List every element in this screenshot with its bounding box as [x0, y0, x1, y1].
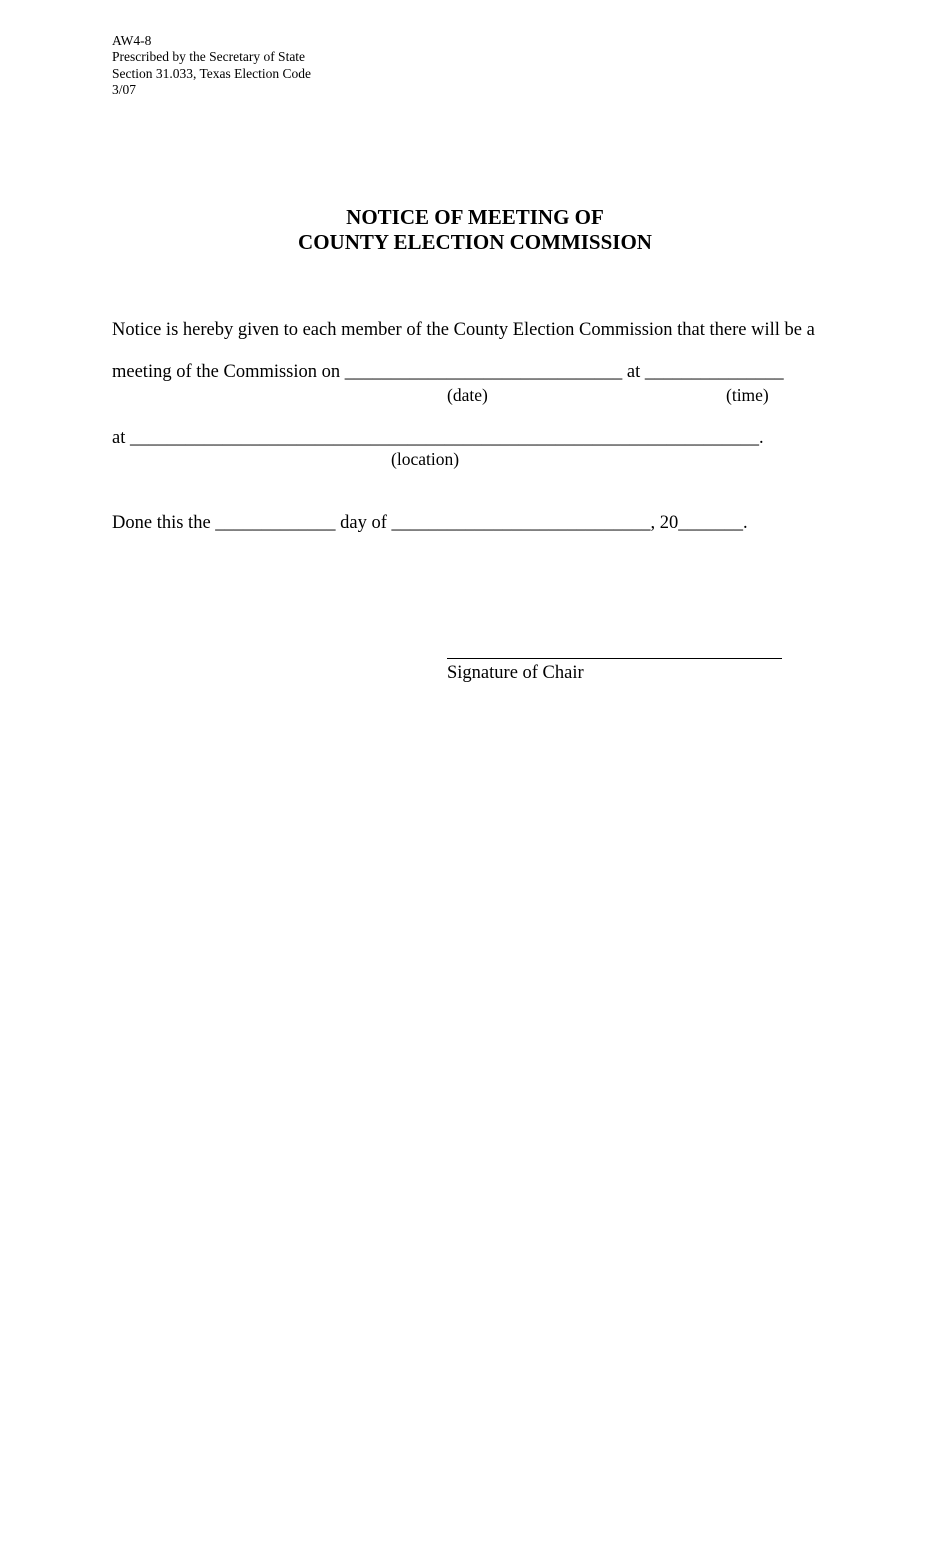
- signature-line: [447, 658, 782, 659]
- document-title-line-2: COUNTY ELECTION COMMISSION: [298, 230, 652, 254]
- meeting-date-time-line: meeting of the Commission on ______________________________ at _______________: [112, 362, 784, 382]
- notice-paragraph: Notice is hereby given to each member of the County Election Commission that there will be a: [112, 320, 815, 340]
- prescribed-by: Prescribed by the Secretary of State: [112, 49, 306, 65]
- revision-date: 3/07: [112, 81, 137, 97]
- time-caption: (time): [726, 385, 769, 405]
- statute-section: Section 31.033, Texas Election Code: [112, 65, 312, 81]
- done-this-line: Done this the _____________ day of ____________________________, 20_______.: [112, 513, 748, 533]
- date-caption: (date): [447, 385, 488, 405]
- signature-label: Signature of Chair: [447, 663, 584, 683]
- form-id: AW4-8: [112, 33, 152, 48]
- form-header: [112, 33, 311, 98]
- location-line: at ____________________________________________________________________.: [112, 428, 764, 448]
- location-caption: (location): [391, 449, 460, 469]
- document-title-line-1: NOTICE OF MEETING OF: [346, 205, 604, 229]
